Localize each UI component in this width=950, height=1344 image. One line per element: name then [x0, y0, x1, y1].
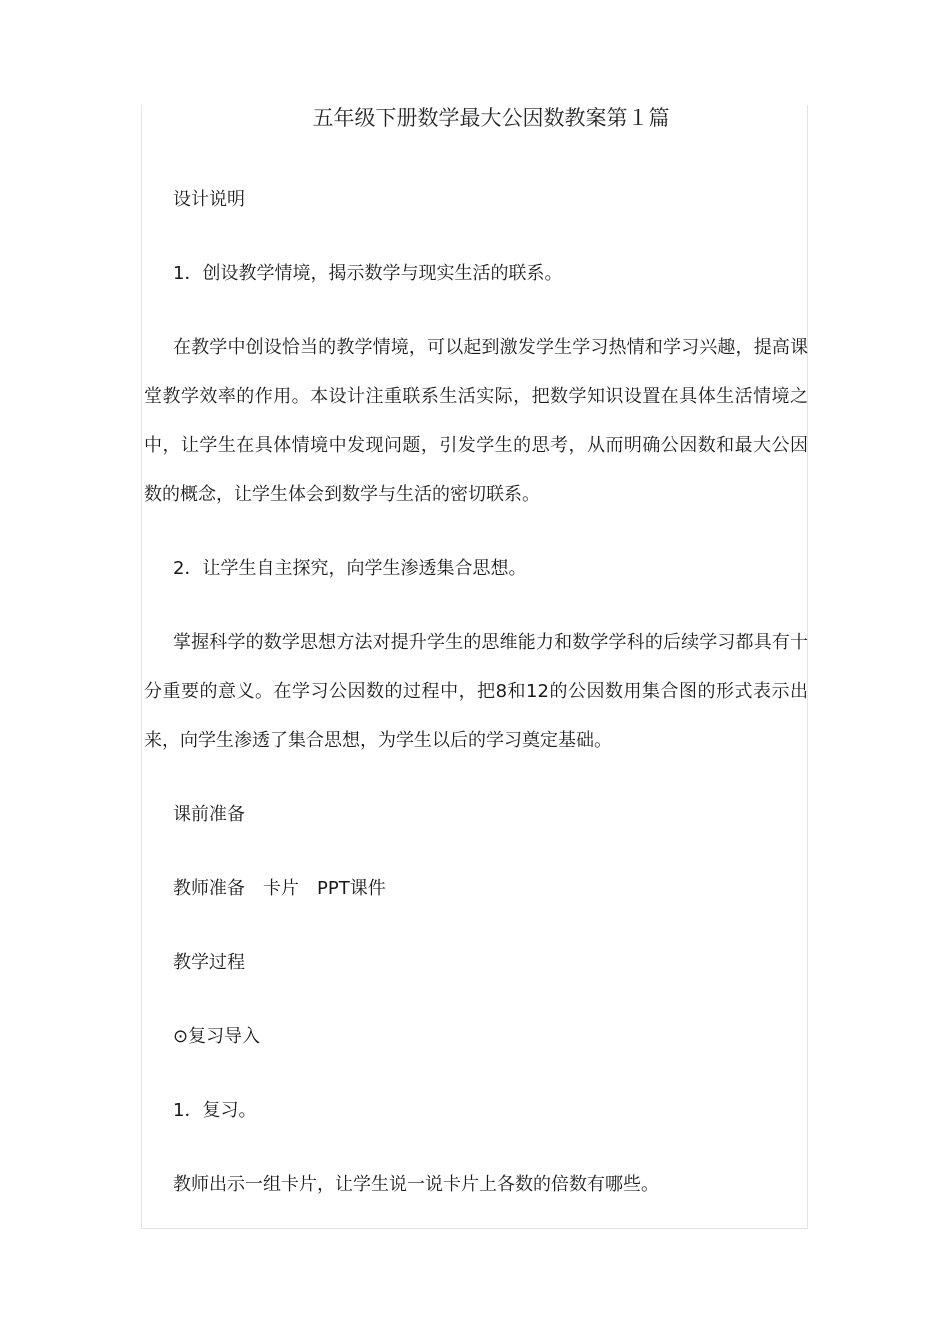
review-step-1-body: 教师出示一组卡片，让学生说一说卡片上各数的倍数有哪些。	[173, 1174, 659, 1195]
review-intro-heading: ⊙复习导入	[173, 1026, 261, 1047]
section-heading-design: 设计说明	[173, 189, 245, 210]
teacher-preparation: 教师准备 卡片 PPT课件	[173, 878, 386, 899]
point-2-heading: 2．让学生自主探究，向学生渗透集合思想。	[173, 558, 527, 579]
document-body	[144, 100, 808, 1234]
point-2-body: 掌握科学的数学思想方法对提升学生的思维能力和数学学科的后续学习都具有十分重要的意义。在学习公因数的过程中，把8和12的公因数用集合图的形式表示出来，向学生渗透了集合思想，为学生以后的学习奠定基础。	[144, 632, 808, 751]
section-heading-process: 教学过程	[173, 952, 245, 973]
point-1-heading: 1．创设教学情境，揭示数学与现实生活的联系。	[173, 263, 563, 284]
document-title: 五年级下册数学最大公因数教案第１篇	[312, 106, 670, 130]
review-step-1: 1．复习。	[173, 1100, 257, 1121]
point-1-body: 在教学中创设恰当的教学情境，可以起到激发学生学习热情和学习兴趣，提高课堂教学效率的作用。本设计注重联系生活实际，把数学知识设置在具体生活情境之中，让学生在具体情境中发现问题，引发学生的思考，从而明确公因数和最大公因数的概念，让学生体会到数学与生活的密切联系。	[144, 337, 808, 505]
section-heading-preparation: 课前准备	[173, 804, 245, 825]
